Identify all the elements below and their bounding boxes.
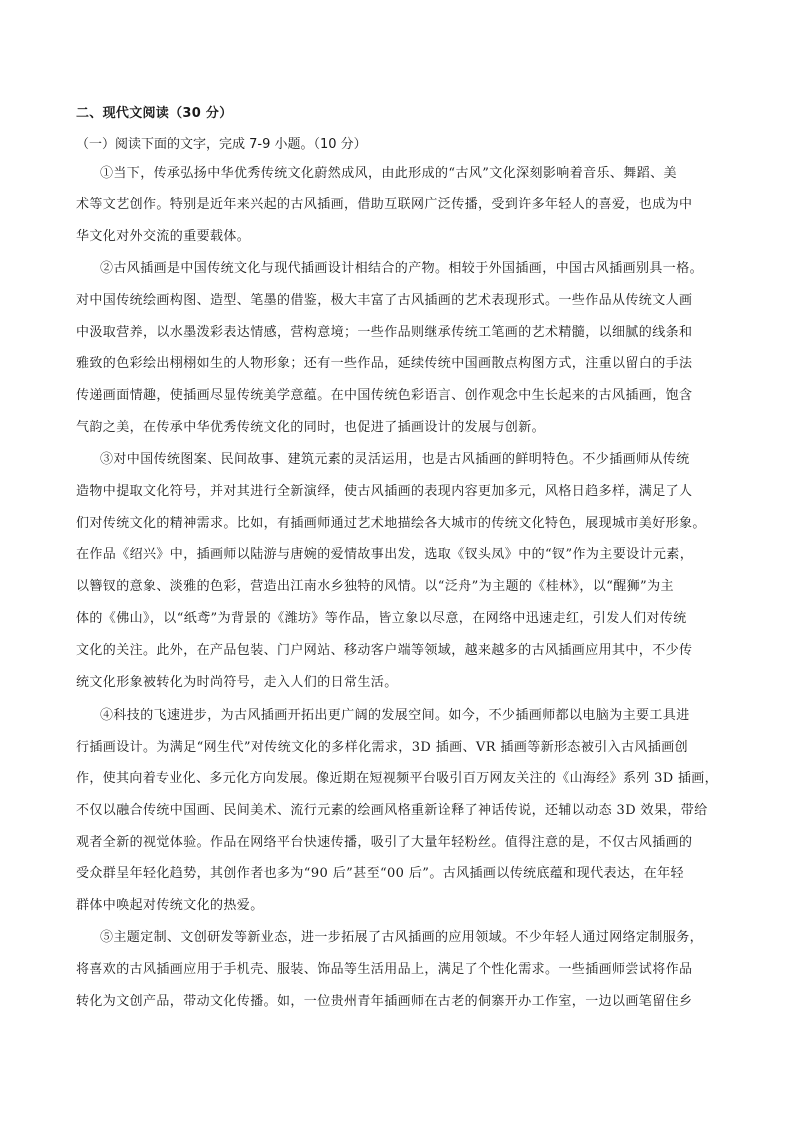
passage-line: 在作品《绍兴》中，插画师以陆游与唐婉的爱情故事出发，选取《钗头凤》中的“钗”作为主要设计元素， (76, 547, 694, 562)
section-title: 二、现代文阅读（30 分） (76, 106, 233, 121)
passage-line: 传递画面情趣，使插画尽显传统美学意蕴。在中国传统色彩语言、创作观念中生长起来的古风插画，饱含 (76, 388, 693, 403)
passage-line: 们对传统文化的精神需求。比如，有插画师通过艺术地描绘各大城市的传统文化特色，展现城市美好形象。 (76, 516, 706, 531)
passage-line: 行插画设计。为满足“网生代”对传统文化的多样化需求，3D 插画、VR 插画等新形态被引入古风插画创 (76, 740, 689, 755)
passage-line: ⑤主题定制、文创研发等新业态，进一步拓展了古风插画的应用领域。不少年轻人通过网络定制服务， (100, 930, 704, 945)
passage-line: 受众群呈年轻化趋势，其创作者也多为“90 后”甚至“00 后”。古风插画以传统底蕴和现代表达，在年轻 (76, 866, 684, 881)
passage-line: 作，使其向着专业化、多元化方向发展。像近期在短视频平台吸引百万网友关注的《山海经》系列 3D 插画， (76, 771, 718, 786)
passage-line: 术等文艺创作。特别是近年来兴起的古风插画，借助互联网广泛传播，受到许多年轻人的喜爱，也成为中 (76, 197, 693, 212)
passage-line: 群体中唤起对传统文化的热爱。 (76, 898, 264, 913)
passage-line: 雅致的色彩绘出栩栩如生的人物形象；还有一些作品，延续传统中国画散点构图方式，注重以留白的手法 (76, 356, 693, 371)
passage-line: ②古风插画是中国传统文化与现代插画设计相结合的产物。相较于外国插画，中国古风插画别具一格。 (100, 261, 704, 276)
passage-line: ①当下，传承弘扬中华优秀传统文化蔚然成风，由此形成的“古风”文化深刻影响着音乐、舞蹈、美 (100, 166, 677, 181)
passage-line: ④科技的飞速进步，为古风插画开拓出更广阔的发展空间。如今，不少插画师都以电脑为主要工具进 (100, 708, 690, 723)
passage-line: 文化的关注。此外，在产品包装、门户网站、移动客户端等领域，越来越多的古风插画应用其中，不少传 (76, 643, 693, 658)
passage-line: 转化为文创产品，带动文化传播。如，一位贵州青年插画师在古老的侗寨开办工作室，一边以画笔留住乡 (76, 994, 693, 1009)
passage-line: 气韵之美，在传承中华优秀传统文化的同时，也促进了插画设计的发展与创新。 (76, 420, 546, 435)
passage-line: 对中国传统绘画构图、造型、笔墨的借鉴，极大丰富了古风插画的艺术表现形式。一些作品从传统文人画 (76, 293, 693, 308)
passage-line: 华文化对外交流的重要载体。 (76, 229, 251, 244)
passage-line: 不仅以融合传统中国画、民间美术、流行元素的绘画风格重新诠释了神话传说，还辅以动态 3D 效果，带给 (76, 803, 708, 818)
passage-line: ③对中国传统图案、民间故事、建筑元素的灵活运用，也是古风插画的鲜明特色。不少插画师从传统 (100, 452, 690, 467)
passage-line: 中汲取营养，以水墨泼彩表达情感，营构意境；一些作品则继承传统工笔画的艺术精髓，以细腻的线条和 (76, 325, 693, 340)
passage-line: 将喜欢的古风插画应用于手机壳、服装、饰品等生活用品上，满足了个性化需求。一些插画师尝试将作品 (76, 962, 693, 977)
passage-line: 观者全新的视觉体验。作品在网络平台快速传播，吸引了大量年轻粉丝。值得注意的是，不仅古风插画的 (76, 835, 693, 850)
passage-line: 以簪钗的意象、淡雅的色彩，营造出江南水乡独特的风情。以“泛舟”为主题的《桂林》，以“醒狮”为主 (76, 579, 674, 594)
passage-line: 统文化形象被转化为时尚符号，走入人们的日常生活。 (76, 675, 398, 690)
passage-line: 体的《佛山》，以“纸鸢”为背景的《潍坊》等作品，皆立象以尽意，在网络中迅速走红，引发人们对传统 (76, 611, 687, 626)
question-instruction: （一）阅读下面的文字，完成 7-9 小题。（10 分） (76, 137, 367, 152)
passage-line: 造物中提取文化符号，并对其进行全新演绎，使古风插画的表现内容更加多元，风格日趋多样，满足了人 (76, 484, 693, 499)
